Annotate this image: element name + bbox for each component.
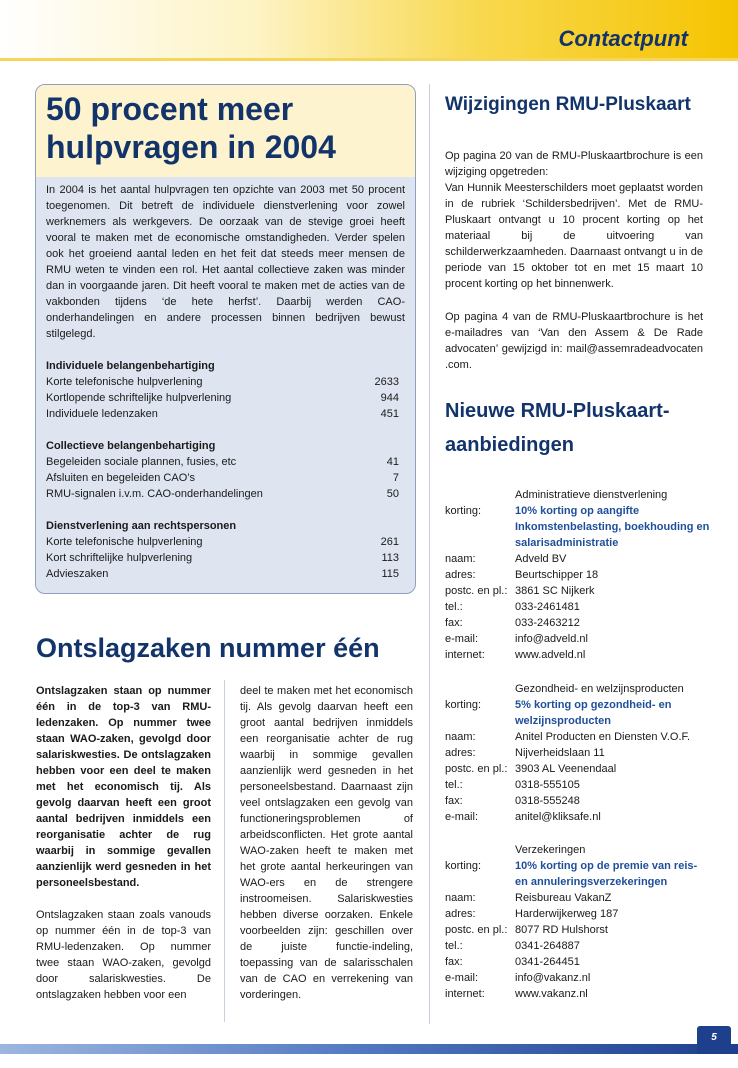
offer-value: 8077 RD Hulshorst	[515, 924, 608, 936]
offer-row	[445, 890, 710, 906]
footer-bar	[0, 1044, 738, 1054]
offer-value: 0318-555105	[515, 779, 580, 791]
wijzigingen-line2: Van Hunnik Meesterschilders moet geplaatst worden in de rubriek ‘Schildersbedrijven’. Met de RMU-Pluskaart ontvangt u 10 procent korting op het materiaal bij de uitvoering van schilderwerkzaamheden. Daarnaast ontvangt u in de periode van 15 oktober tot en met 15 maart 10 procent korting op het binnenwerk.	[445, 182, 703, 290]
header-divider	[0, 58, 738, 61]
stat-value: 113	[381, 552, 399, 564]
stat-value: 115	[381, 568, 399, 580]
offer-label: fax:	[445, 617, 463, 629]
stat-value: 41	[386, 456, 399, 468]
stat-label: Korte telefonische hulpverlening	[46, 536, 203, 548]
stat-row	[46, 406, 405, 422]
stat-row	[46, 566, 405, 582]
offer-value: 033-2461481	[515, 601, 580, 613]
offer-row	[445, 922, 710, 938]
offer-category: Gezondheid- en welzijnsproducten	[515, 683, 684, 695]
aanbiedingen-title	[445, 394, 670, 462]
stat-row	[46, 454, 405, 470]
page-number-tab	[697, 1026, 731, 1054]
ontslag-title: Ontslagzaken nummer één	[36, 633, 380, 663]
offer-value: 0341-264887	[515, 940, 580, 952]
stat-group-heading: Collectieve belangenbehartiging	[46, 440, 216, 452]
stat-label: Kortlopende schriftelijke hulpverlening	[46, 392, 232, 404]
offer-label: naam:	[445, 553, 476, 565]
offer-row	[445, 729, 710, 745]
offer-block	[445, 487, 710, 663]
stat-value: 451	[380, 408, 399, 420]
offer-value: 3861 SC Nijkerk	[515, 585, 595, 597]
offer-discount: 5% korting op gezondheid- en welzijnsproducten	[515, 699, 672, 727]
stat-label: Begeleiden sociale plannen, fusies, etc	[46, 456, 237, 468]
offer-row	[445, 583, 710, 599]
stat-row	[46, 486, 405, 502]
header-bar	[0, 0, 738, 60]
ontslag-paragraph-continued: deel te maken met het economisch tij. Als gevolg daarvan heeft een groot aantal bedrijven inmiddels een reorganisatie achter de rug waarbij in sommige gevallen aanzienlijk werd gesneden in het personeelsbestand. Daarnaast zijn veel ontslagzaken een gevolg van functioneringsproblemen of arbeidsconflicten. Het grote aantal WAO-zaken heeft te maken met het grote aantal herkeuringen van WAO-ers en de strengere instroomeisen. Salariskwesties hebben diverse oorzaken. Enkele voorbeelden zijn: geschillen over de juiste functie-indeling, toepassing van de salarisschalen van de CAO en verrekening van vorderingen.	[240, 685, 413, 1001]
wijzigingen-paragraph-2: Op pagina 4 van de RMU-Pluskaartbrochure is het e-mailadres van ‘Van den Assem & De Rade advocaten’ gewijzigd in: mail@assemradeadvocaten .com.	[445, 311, 703, 371]
offer-row	[445, 777, 710, 793]
offer-row	[445, 842, 710, 858]
offer-row	[445, 906, 710, 922]
offer-row	[445, 858, 710, 890]
offer-block	[445, 842, 710, 1002]
ontslag-column-2	[240, 683, 413, 1003]
stat-value: 7	[392, 472, 399, 484]
offer-discount: 10% korting op de premie van reis- en annuleringsverzekeringen	[515, 860, 698, 888]
stat-value: 261	[380, 536, 399, 548]
offer-row	[445, 551, 710, 567]
stats-box-title	[46, 90, 405, 166]
offer-row	[445, 599, 710, 615]
offer-label: tel.:	[445, 601, 463, 613]
offer-value: info@vakanz.nl	[515, 972, 591, 984]
offer-row	[445, 793, 710, 809]
stat-group-heading: Dienstverlening aan rechtspersonen	[46, 520, 237, 532]
column-divider	[224, 680, 225, 1022]
offer-label: postc. en pl.:	[445, 585, 508, 597]
stats-box	[35, 84, 416, 594]
offer-discount: 10% korting op aangifte Inkomstenbelasting, boekhouding en salarisadministratie	[515, 505, 710, 549]
offer-label: e-mail:	[445, 972, 479, 984]
page-number: 5	[711, 1032, 717, 1043]
offer-row	[445, 697, 710, 729]
offer-label: naam:	[445, 892, 476, 904]
offer-label: naam:	[445, 731, 476, 743]
offer-value: Harderwijkerweg 187	[515, 908, 619, 920]
offer-row	[445, 970, 710, 986]
offer-row	[445, 761, 710, 777]
offer-row	[445, 938, 710, 954]
offer-category: Verzekeringen	[515, 844, 586, 856]
stat-label: Advieszaken	[46, 568, 109, 580]
offer-label: tel.:	[445, 779, 463, 791]
offer-row	[445, 615, 710, 631]
stat-label: Afsluiten en begeleiden CAO’s	[46, 472, 196, 484]
offer-category: Administratieve dienstverlening	[515, 489, 668, 501]
wijzigingen-title: Wijzigingen RMU-Pluskaart	[445, 94, 691, 115]
offer-block	[445, 681, 710, 825]
offer-row	[445, 745, 710, 761]
offer-value: 0318-555248	[515, 795, 580, 807]
offer-row	[445, 681, 710, 697]
stat-value: 50	[386, 488, 399, 500]
offer-value: Adveld BV	[515, 553, 567, 565]
stat-row	[46, 390, 405, 406]
offer-label: korting:	[445, 860, 482, 872]
stat-row	[46, 470, 405, 486]
stat-group	[46, 438, 405, 502]
offer-row	[445, 809, 710, 825]
stats-box-header	[36, 85, 415, 177]
stats-title-line2: hulpvragen in 2004	[46, 129, 336, 165]
offer-value: Beurtschipper 18	[515, 569, 599, 581]
offer-value: anitel@kliksafe.nl	[515, 811, 601, 823]
offer-value: 033-2463212	[515, 617, 580, 629]
offer-label: e-mail:	[445, 633, 479, 645]
offer-value: www.adveld.nl	[515, 649, 586, 661]
stat-row	[46, 534, 405, 550]
offer-row	[445, 631, 710, 647]
offer-label: adres:	[445, 569, 476, 581]
stat-label: Kort schriftelijke hulpverlening	[46, 552, 193, 564]
stat-label: RMU-signalen i.v.m. CAO-onderhandelingen	[46, 488, 263, 500]
wijzigingen-line1: Op pagina 20 van de RMU-Pluskaartbrochure is een wijziging opgetreden:	[445, 150, 703, 178]
aanbiedingen-title-line2: aanbiedingen	[445, 434, 574, 456]
offer-row	[445, 986, 710, 1002]
offer-row	[445, 567, 710, 583]
offer-label: postc. en pl.:	[445, 924, 508, 936]
stats-intro: In 2004 is het aantal hulpvragen ten opzichte van 2003 met 50 procent toegenomen. Dit betreft de individuele dienstverlening voor zowel werknemers als werkgevers. De oorzaak van de stevige groei heeft vooral te maken met de economische omstandigheden. Verder spelen ook het groeiend aantal leden en het feit dat steeds meer mensen de RMU weten te vinden een rol. Het aantal collectieve zaken was minder dan in voorgaande jaren. Dit heeft vooral te maken met de acties van de vakbonden tijdens ‘de hete herfst’. Daarbij werden CAO-onderhandelingen en andere processen binnen bedrijven bewust stilgelegd.	[46, 184, 405, 340]
offer-label: e-mail:	[445, 811, 479, 823]
aanbiedingen-title-line1: Nieuwe RMU-Pluskaart-	[445, 400, 670, 422]
offer-value: 0341-264451	[515, 956, 580, 968]
offer-row	[445, 487, 710, 503]
offer-value: www.vakanz.nl	[515, 988, 588, 1000]
stats-title-line1: 50 procent meer	[46, 91, 294, 127]
offer-label: korting:	[445, 505, 482, 517]
ontslag-paragraph: Ontslagzaken staan zoals vanouds op nummer één in de top-3 van RMU-ledenzaken. Op nummer twee staan WAO-zaken, gevolgd door salariskwesties. De ontslagzaken hebben voor een	[36, 909, 211, 1001]
offer-value: 3903 AL Veenendaal	[515, 763, 617, 775]
offer-label: fax:	[445, 956, 463, 968]
offer-row	[445, 647, 710, 663]
ontslag-column-1	[36, 683, 211, 1019]
stat-group	[46, 518, 405, 582]
offer-label: adres:	[445, 747, 476, 759]
ontslag-lead: Ontslagzaken staan op nummer één in de top-3 van RMU-ledenzaken. Op nummer twee staan WAO-zaken, gevolgd door salariskwesties. De ontslagzaken hebben voor een deel te maken met het economisch tij. Als gevolg daarvan heeft een groot aantal bedrijven inmiddels een reorganisatie achter de rug waarbij in sommige gevallen aanzienlijk werd gesneden in het personeelsbestand.	[36, 685, 211, 889]
stat-row	[46, 550, 405, 566]
stat-label: Individuele ledenzaken	[46, 408, 158, 420]
stat-row	[46, 374, 405, 390]
stat-group	[46, 358, 405, 422]
offer-value: Reisbureau VakanZ	[515, 892, 612, 904]
offer-label: adres:	[445, 908, 476, 920]
offer-value: Anitel Producten en Diensten V.O.F.	[515, 731, 691, 743]
offer-value: info@adveld.nl	[515, 633, 588, 645]
stat-value: 944	[380, 392, 399, 404]
offer-label: fax:	[445, 795, 463, 807]
offer-label: internet:	[445, 649, 485, 661]
section-title: Contactpunt	[558, 26, 688, 51]
stats-box-body	[36, 177, 415, 582]
wijzigingen-paragraph-1	[445, 148, 703, 292]
offer-value: Nijverheidslaan 11	[515, 747, 605, 759]
stat-label: Korte telefonische hulpverlening	[46, 376, 203, 388]
offer-label: tel.:	[445, 940, 463, 952]
offer-label: korting:	[445, 699, 482, 711]
offer-label: postc. en pl.:	[445, 763, 508, 775]
page-divider	[429, 84, 430, 1024]
stat-group-heading: Individuele belangenbehartiging	[46, 360, 215, 372]
offer-label: internet:	[445, 988, 485, 1000]
stat-value: 2633	[374, 376, 399, 388]
offer-row	[445, 954, 710, 970]
offer-row	[445, 503, 710, 551]
